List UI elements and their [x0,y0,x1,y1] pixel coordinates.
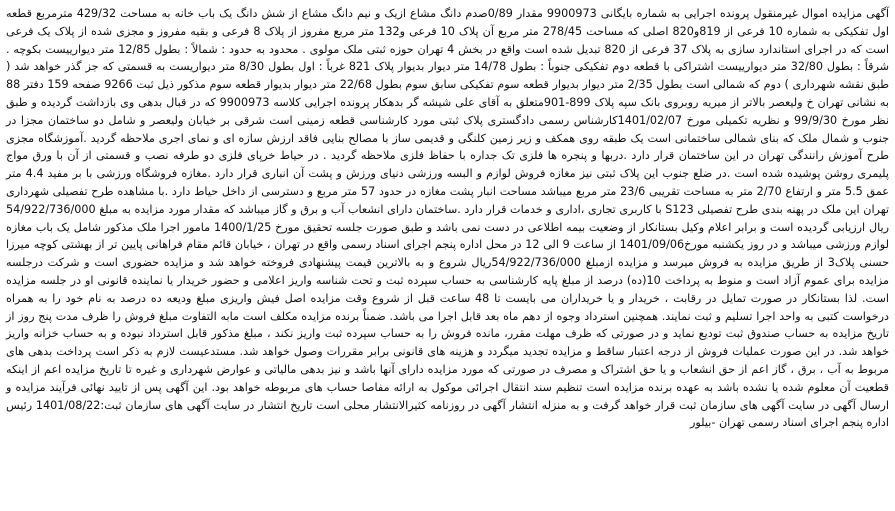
notice-body: آگهی مزایده اموال غیرمنقول پرونده اجرایی به شماره بایگانی 9900973 مقدار 0/89صدم دانگ مشاع ازیک و نیم دانگ مشاع از شش دانگ یک باب خانه به مساحت 429/32 مترمربع قطعه اول تفکیکی به شماره 10 فرعی از 819و820 اصلی که مساحت 278/45 متر مربع آن پلاک 10 فرعی و132 متر مربع مفروز از پلاک 8 فرعی و بقیه مفروز و مجزی شده از پلاک یک فرعی است که در اجرای استاندارد سازی به پلاک 37 فرعی از 820 تبدیل شده است واقع در بخش 4 تهران حوزه ثبتی ملک مولوی . محدود به حدود : شمالاً : بطول 12/85 متر دیوارییست بکوچه . شرقاً : بطول 32/80 متر دیوارییست اشتراکی با قطعه دوم تفکیکی جنوباً : بطول 14/78 متر دیوار بدیوار پلاک 821 غرباً : اول بطول 8/30 متر دیواریست به قسمتی که جز گذر خواهد شد ( طبق نقشه شهرداری ) دوم که شمالی است بطول 2/35 متر دیوار بدیوار قطعه سوم تفکیکی سابق سوم بطول 22/68 متر دیوار بدیوار قطعه سوم مذکور ذیل ثبت 9266 صفحه 159 دفتر 88 به نشانی تهران خ ولیعصر بالاتر از میریه روبروی بانک سپه پلاک 899-901متعلق به آقای علی شیشه گر بدهکار پرونده اجرایی کلاسه 9900973 که در قبال بدهی وی بازداشت گردیده و طبق نظر مورخ 99/9/30 و نظریه تکمیلی مورخ 1401/02/07کارشناس رسمی دادگستری پلاک ثبتی مورد کارشناسی قطعه زمینی است شرقی بر خیابان ولیعصر و شامل دو ساختمان مجزا در جنوب و شمال ملک که بنای شمالی ساختمانی است یک طبقه روی همکف و زیر زمین کلنگی و قدیمی ساز با مصالح بنایی فاقد ارزش سازه ای و نمای اجری ملاحظه گردید .آموزشگاه مجزی طرح آموزش رانندگی تهران در این ساختمان قرار دارد .دربها و پنجره ها فلزی تک جداره با حفاظ فلزی ملاحظه گردید . در حیاط خرپای فلزی دو طرفه نصب و قسمتی از آن با ورق مواج پلیمری روشن پوشیده شده است .در ضلع جنوب این پلاک ثبتی نیز مغازه فروش لوازم و البسه ورزشی دنیای ورزش و پشت آن انباری قرار دارد .مغازه فروشگاه ورزشی با بر مفید 4.4 متر عمق 5.5 متر و ارتفاع 2/70 متر به مساحت تقریبی 23/6 متر مربع میباشد مساحت انبار پشت مغازه در حدود 57 متر مربع و دسترسی از داخل حیاط دارد .با مشاهده طرح تفصیلی شهرداری تهران این ملک در پهنه بندی طرح تفصیلی S123 با کاربری تجاری ،اداری و خدمات قرار دارد .ساختمان دارای انشعاب آب و برق و گاز میباشد که مقدار مورد مزایده به مبلغ 54/922/736/000 ریال ارزیابی گردیده است و برابر اعلام وکیل بستانکار از وضعیت بیمه اطلاعی در دست نمی باشد و طبق صورت جلسه تحقیق مورخ 1400/1/25 مامور اجرا ملک مذکور شامل یک باب مغازه لوازم ورزشی میباشد و در روز یکشنبه مورخ1401/09/06 از ساعت 9 الی 12 در محل اداره پنجم اجرای اسناد رسمی واقع در تهران ، خیابان قائم مقام فراهانی پایین تر از بهشتی کوچه میرزا حسنی پلاک3 از طریق مزایده به فروش میرسد و مزایده ازمبلغ 54/922/736/000ریال شروع و به بالاترین قیمت پیشنهادی فروخته خواهد شد و مزایده حضوری است و شرکت درجلسه مزایده برای عموم آزاد است و منوط به پرداخت 10(ده) درصد از مبلغ پایه کارشناسی به حساب سپرده ثبت و تحت شناسه واریز اعلامی و حضور خریدار یا نماینده قانونی او در جلسه مزایده است. لذا بستانکار در صورت تمایل در رقابت ، خریدار و یا خریداران می بایست تا 48 ساعت قبل از شروع وقت مزایده اصل فیش واریزی مبلغ ودیعه ده درصد به نام خود را به همراه درخواست کتبی به واحد اجرا تسلیم و ثبت نمایند. همچنین استرداد وجوه از دهم ماه بعد قابل اجرا می باشد. ضمناً برنده مزایده مکلف است مابه التفاوت مبلغ فروش را ظرف مدت پنج روز از تاریخ مزایده به حساب صندوق ثبت تودیع نماید و در صورتی که ظرف مهلت مقرر، مانده فروش را به حساب سپرده ثبت واریز نکند ، مبلغ مذکور قابل استرداد نبوده و به حساب خزانه واریز خواهد شد. در این صورت عملیات فروش از درجه اعتبار ساقط و مزایده تجدید میگردد و هزینه های قانونی برابر مقررات وصول خواهد شد. مستدعیست لازم به ذکر است پرداخت بدهی های مربوط به آب ، برق ، گاز اعم از حق انشعاب و یا حق اشتراک و مصرف در صورتی که مورد مزایده دارای آنها باشد و نیز بدهی مالیاتی و عوارض شهرداری و غیره تا تاریخ مزایده اعم از اینکه قطعیت آن معلوم شده یا نشده باشد به عهده برنده مزایده است تنظیم سند انتقال اجرائی موکول به ارائه مفاصا حساب های مربوطه خواهد بود. این آگهی پس از تایید نهائی فرآیند مزایده و ارسال آگهی در سایت آگهی های سازمان ثبت قرار خواهد گرفت و به منزله انتشار آگهی در روزنامه کثیرالانتشار محلی است تاریخ انتشار در سایت آگهی های سازمان ثبت:1401/08/22 رئیس اداره پنجم اجرای اسناد رسمی تهران -بیلور [6,7,890,430]
